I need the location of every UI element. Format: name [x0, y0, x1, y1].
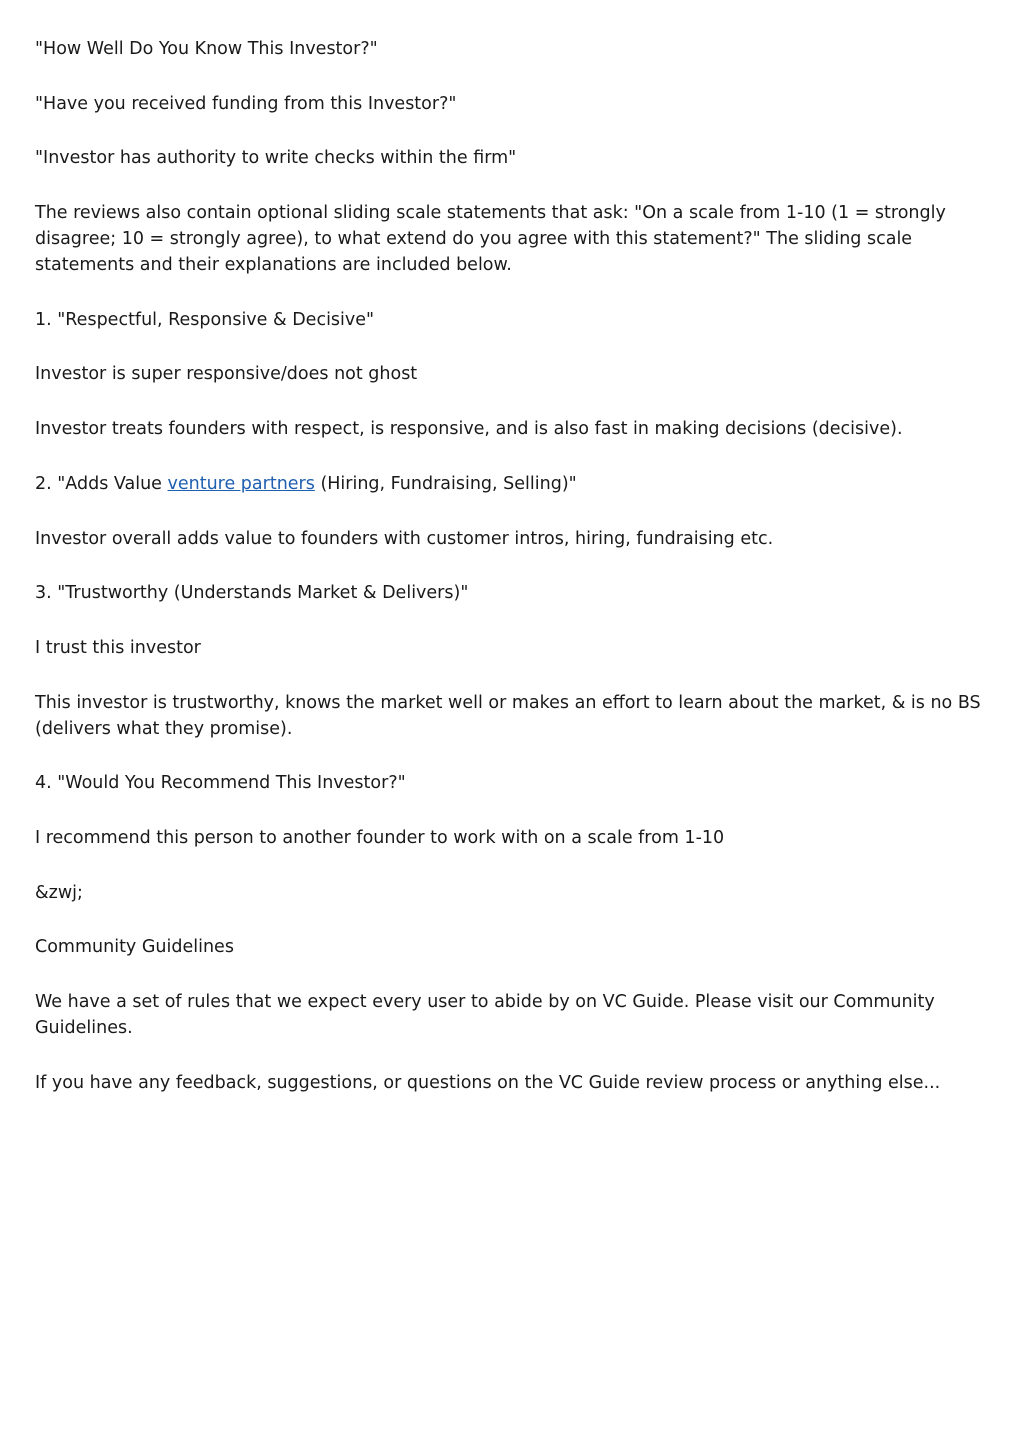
sliding-scale-intro: The reviews also contain optional sliding scale statements that ask: "On a scale from 1-10 (1 = strongly disagree; 10 = strongly agree), to what extend do you agree with this statement?" The sliding scale statements and their explanations are included below.: [35, 203, 946, 276]
statement-2-heading-after: (Hiring, Fundraising, Selling)": [314, 473, 577, 494]
statement-1-heading: 1. "Respectful, Responsive & Decisive": [35, 309, 375, 330]
question-know-investor: "How Well Do You Know This Investor?": [35, 39, 378, 59]
document-body: [35, 36, 995, 1124]
statement-2-explanation: Investor overall adds value to founders with customer intros, hiring, fundraising etc.: [35, 528, 774, 549]
statement-2-heading: [35, 471, 995, 497]
community-guidelines-text: We have a set of rules that we expect every user to abide by on VC Guide. Please visit our Community Guidelines.: [35, 992, 935, 1038]
statement-3-heading: 3. "Trustworthy (Understands Market & Delivers)": [35, 583, 469, 604]
venture-partners-link[interactable]: venture partners: [167, 473, 315, 494]
community-guidelines-heading: Community Guidelines: [35, 937, 234, 958]
statement-1-label: Investor is super responsive/does not ghost: [35, 364, 418, 385]
statement-1-explanation: Investor treats founders with respect, is responsive, and is also fast in making decisions (decisive).: [35, 419, 903, 440]
statement-4-label: I recommend this person to another founder to work with on a scale from 1-10: [35, 827, 725, 848]
statement-2-heading-before: 2. "Adds Value: [35, 473, 168, 494]
statement-4-heading: 4. "Would You Recommend This Investor?": [35, 773, 406, 794]
question-check-authority: "Investor has authority to write checks within the firm": [35, 148, 517, 169]
feedback-text: If you have any feedback, suggestions, or questions on the VC Guide review process or anything else...: [35, 1072, 941, 1093]
statement-3-label: I trust this investor: [35, 637, 201, 658]
question-received-funding: "Have you received funding from this Investor?": [35, 93, 457, 114]
statement-3-explanation: This investor is trustworthy, knows the market well or makes an effort to learn about the market, & is no BS (delivers what they promise).: [35, 692, 981, 739]
zwj-entity-text: &zwj;: [35, 882, 83, 903]
